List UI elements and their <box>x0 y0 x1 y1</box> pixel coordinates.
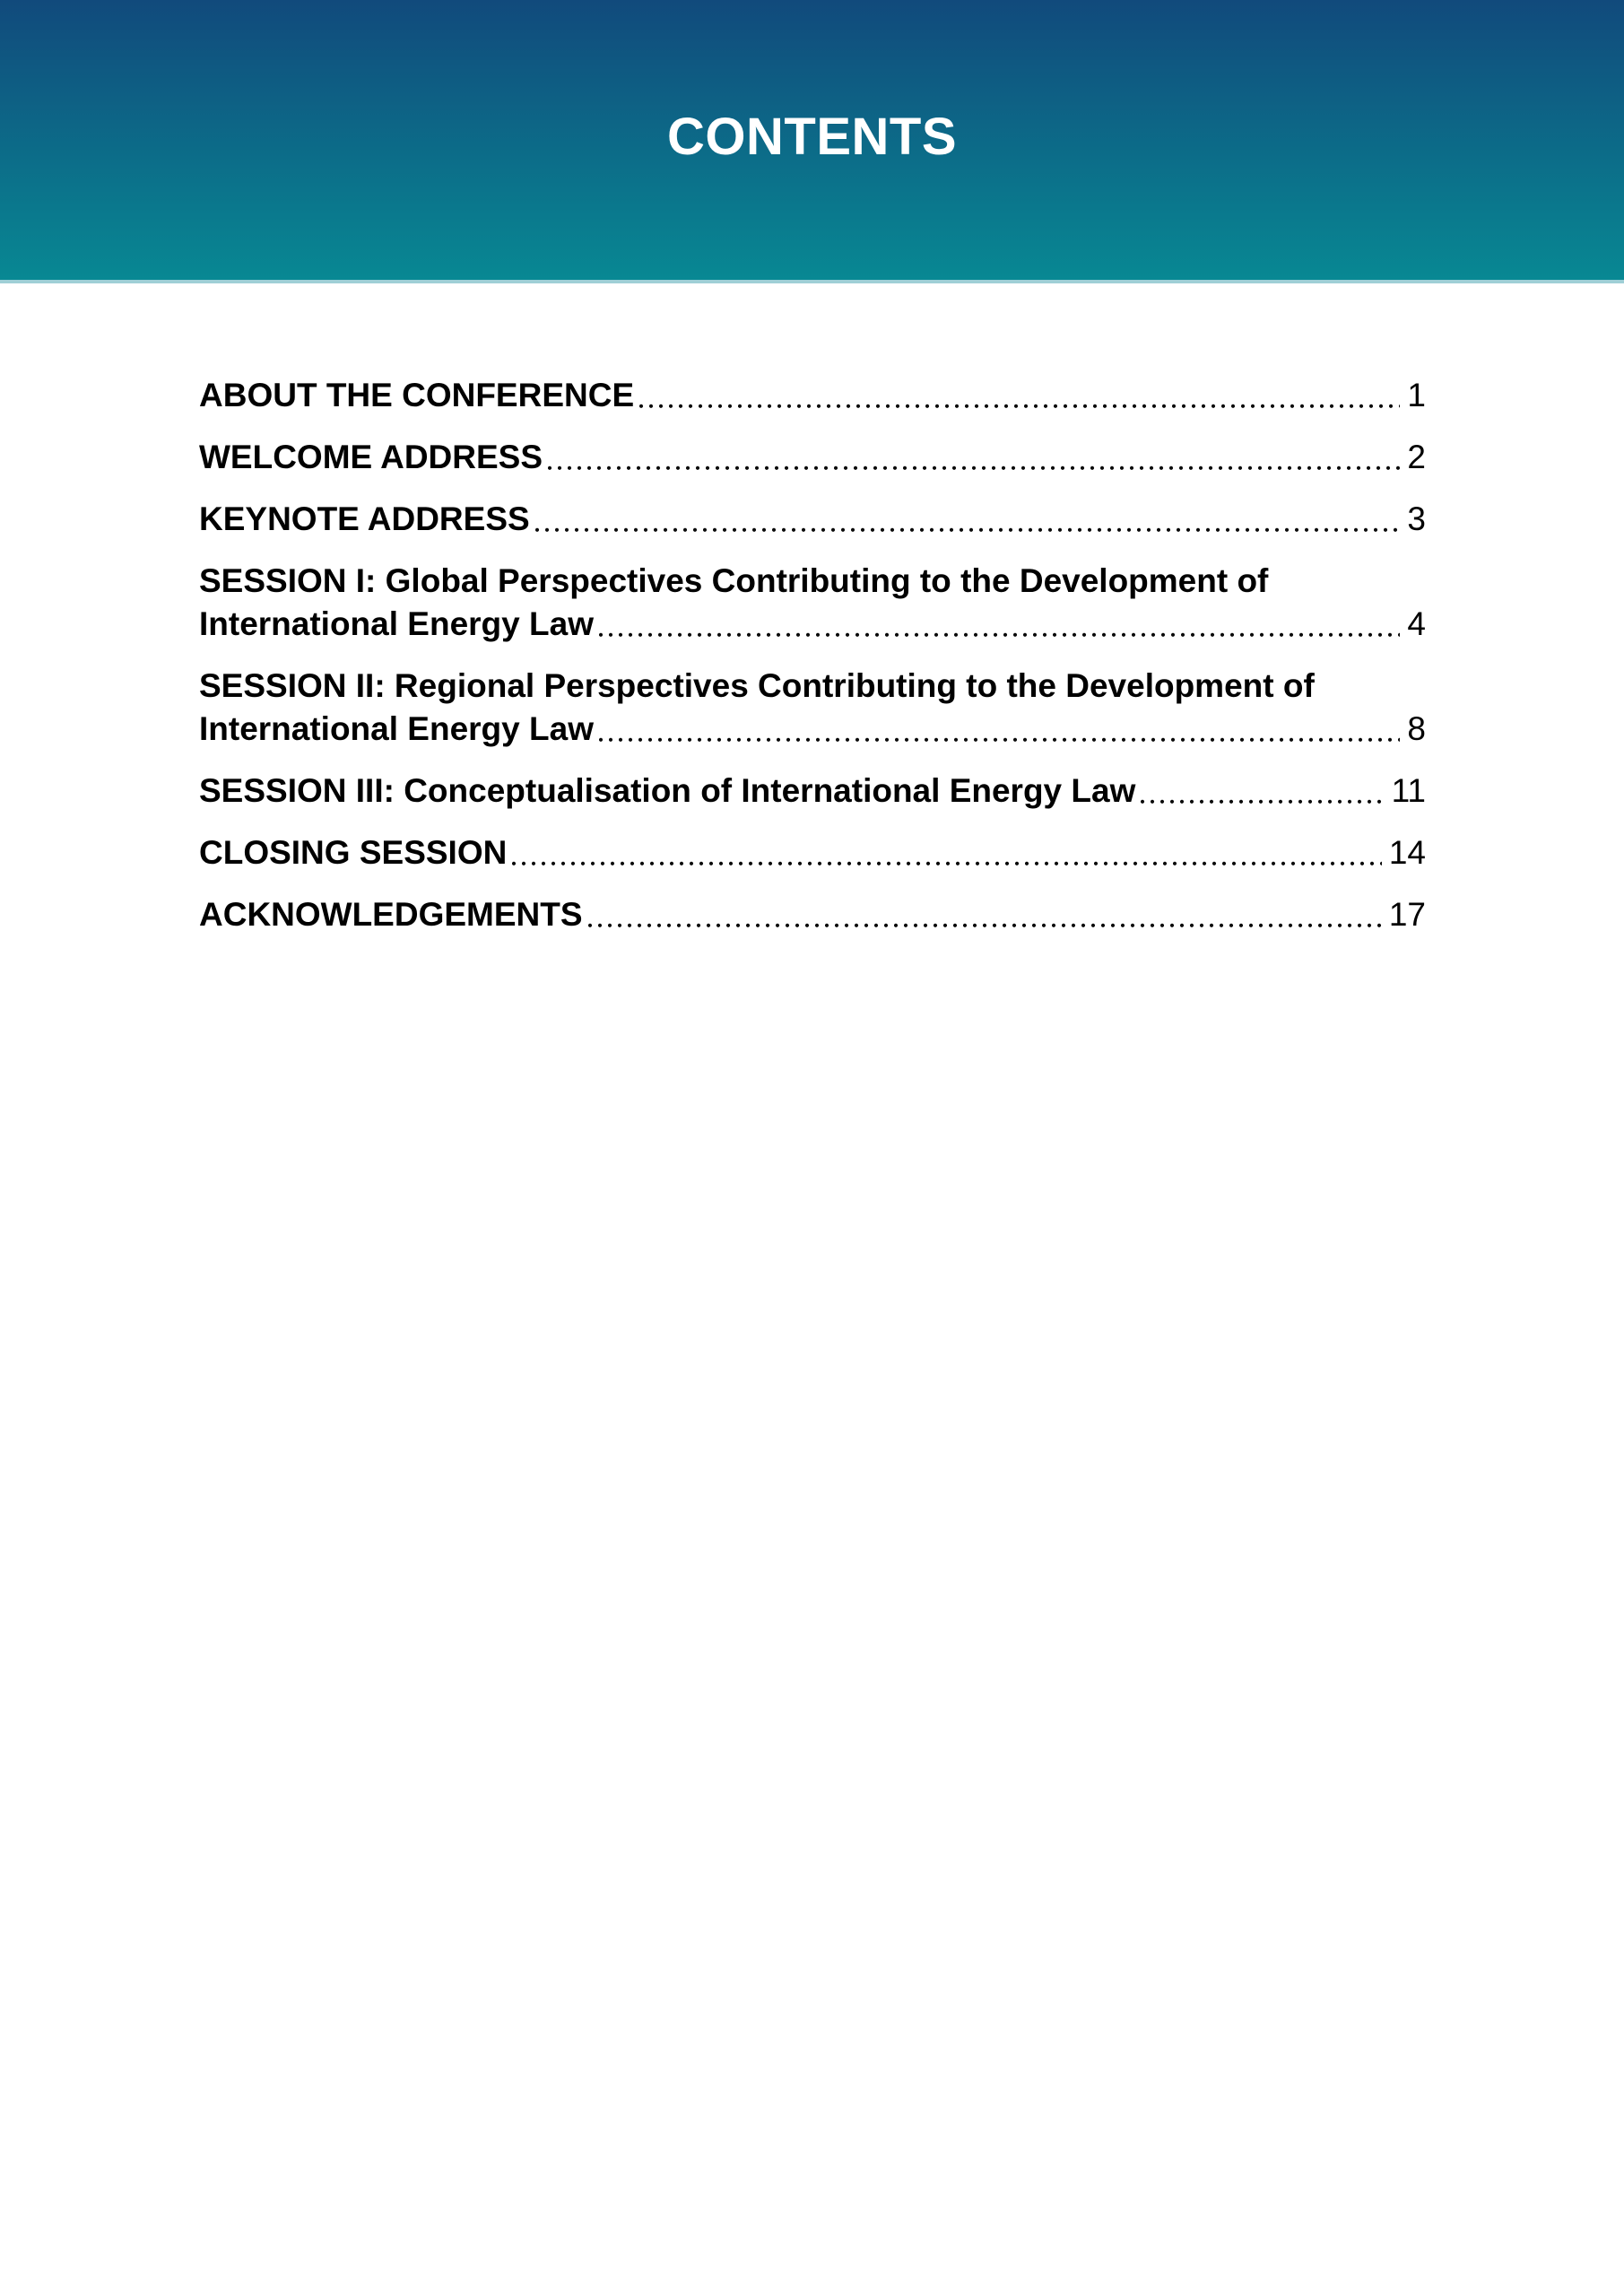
dot-leader <box>639 404 1400 408</box>
toc-entry-closing-session[interactable] <box>199 831 1426 874</box>
toc-entry-acknowledgements[interactable] <box>199 893 1426 936</box>
dot-leader <box>599 632 1400 637</box>
entry-title-line-1: SESSION II: Regional Perspectives Contributing to the Development of <box>199 667 1315 704</box>
entry-title-line-1: SESSION I: Global Perspectives Contributing to the Development of <box>199 562 1269 599</box>
page-number: 1 <box>1407 377 1426 413</box>
page-number: 4 <box>1407 605 1426 642</box>
page-number: 17 <box>1388 896 1426 933</box>
toc-entry-about-the-conference[interactable] <box>199 374 1426 417</box>
entry-title: SESSION III: Conceptualisation of International Energy Law <box>199 772 1136 809</box>
toc-entry-session-2[interactable] <box>199 665 1426 751</box>
toc-entry-welcome-address[interactable] <box>199 436 1426 479</box>
dot-leader <box>599 737 1400 742</box>
dot-leader <box>1141 799 1384 804</box>
toc-entry-session-3[interactable] <box>199 770 1426 813</box>
page-number: 8 <box>1407 710 1426 747</box>
dot-leader <box>588 923 1382 927</box>
toc-entry-keynote-address[interactable] <box>199 498 1426 541</box>
dot-leader <box>548 465 1400 470</box>
header-band <box>0 0 1624 283</box>
toc-entry-session-1[interactable] <box>199 560 1426 646</box>
page-number: 3 <box>1407 500 1426 537</box>
entry-title-line-2: International Energy Law <box>199 605 594 642</box>
entry-title: ACKNOWLEDGEMENTS <box>199 896 583 933</box>
entry-title: CLOSING SESSION <box>199 834 508 871</box>
entry-title: ABOUT THE CONFERENCE <box>199 377 635 413</box>
page-number: 2 <box>1407 439 1426 475</box>
entry-title: KEYNOTE ADDRESS <box>199 500 530 537</box>
dot-leader <box>512 861 1382 865</box>
entry-title: WELCOME ADDRESS <box>199 439 543 475</box>
toc-list <box>199 374 1426 936</box>
dot-leader <box>535 527 1401 532</box>
page-number: 11 <box>1391 772 1426 809</box>
page-number: 14 <box>1388 834 1426 871</box>
page-title: CONTENTS <box>667 108 957 166</box>
entry-title-line-2: International Energy Law <box>199 710 594 747</box>
